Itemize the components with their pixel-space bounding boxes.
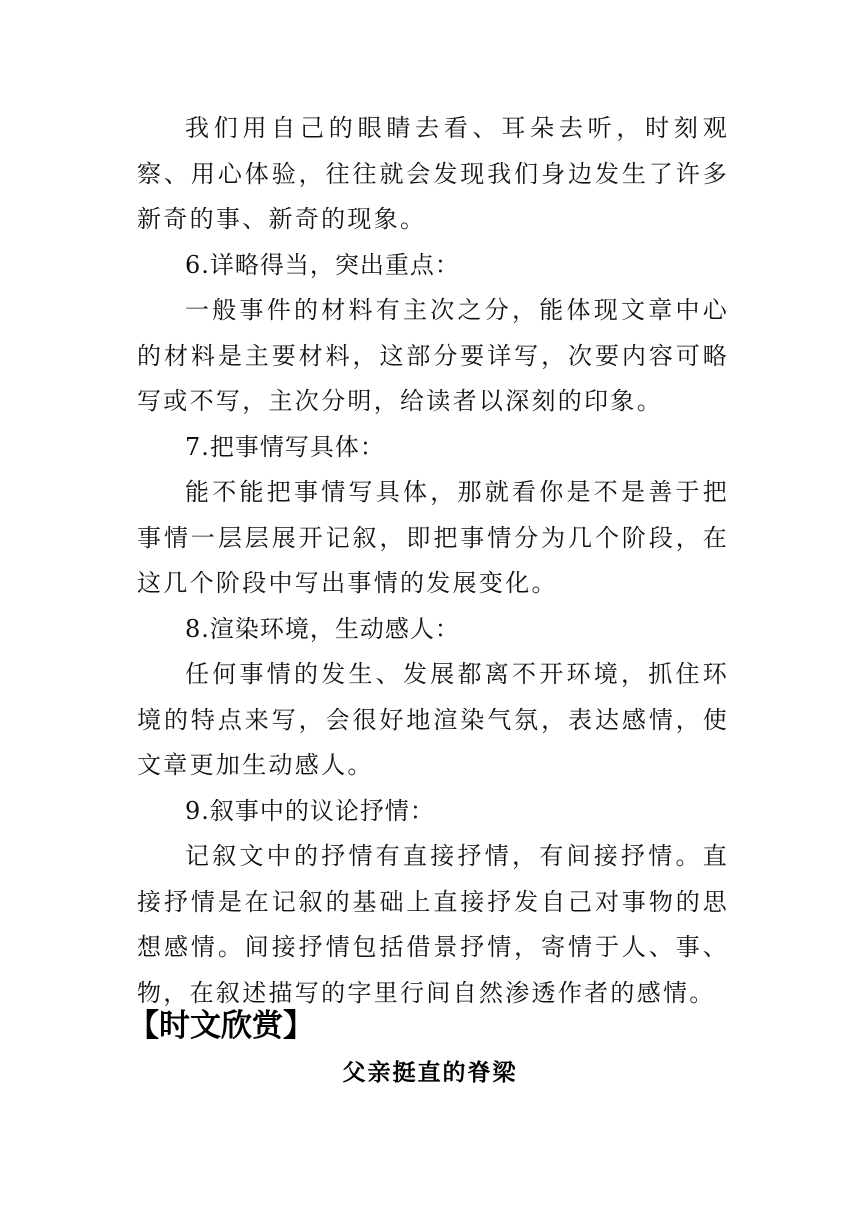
section-title: 【时文欣赏】 [128,1008,314,1044]
section-body-7: 能不能把事情写具体，那就看你是不是善于把事情一层层展开记叙，即把事情分为几个阶段，在这几个阶段中写出事情的发展变化。 [137,478,729,597]
section-body-6: 一般事件的材料有主次之分，能体现文章中心的材料是主要材料，这部分要详写，次要内容可略写或不写，主次分明，给读者以深刻的印象。 [137,296,729,415]
section-heading-7: 7.把事情写具体： [185,432,385,461]
section-heading-9: 9.叙事中的议论抒情： [185,796,435,825]
document-body [137,106,729,1016]
section-heading-8: 8.渲染环境，生动感人： [185,614,460,643]
section-body-9: 记叙文中的抒情有直接抒情，有间接抒情。直接抒情是在记叙的基础上直接抒发自己对事物的思想感情。间接抒情包括借景抒情，寄情于人、事、物，在叙述描写的字里行间自然渗透作者的感情。 [137,842,729,1007]
article-title: 父亲挺直的脊梁 [342,1060,518,1086]
section-heading-6: 6.详略得当，突出重点： [185,250,460,279]
intro-paragraph: 我们用自己的眼睛去看、耳朵去听，时刻观察、用心体验，往往就会发现我们身边发生了许多新奇的事、新奇的现象。 [137,114,729,233]
section-body-8: 任何事情的发生、发展都离不开环境，抓住环境的特点来写，会很好地渲染气氛，表达感情，使文章更加生动感人。 [137,660,729,779]
